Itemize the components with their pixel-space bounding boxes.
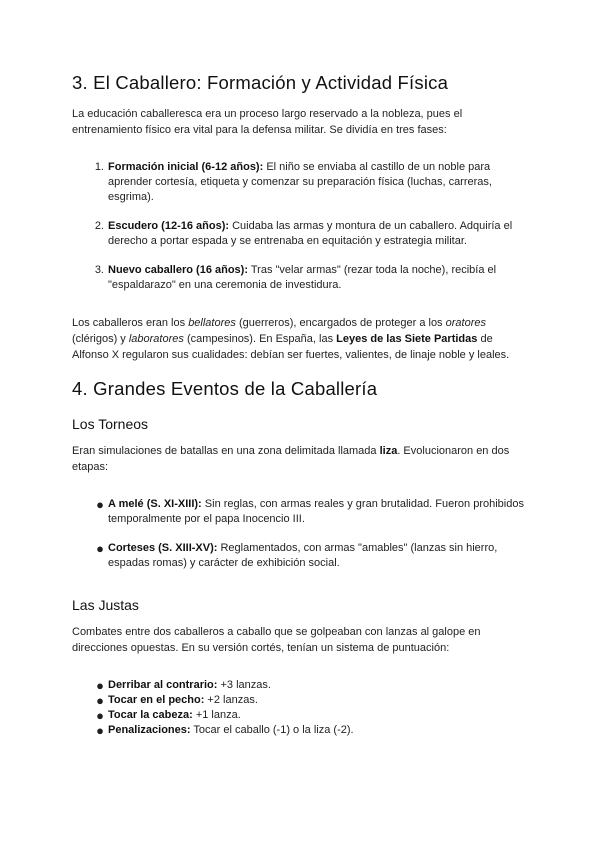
bullet: ● [96, 678, 104, 693]
list-number: 1. [94, 161, 104, 173]
justa-item [96, 693, 528, 708]
section-3-closing [72, 315, 528, 363]
justa-item [96, 723, 528, 738]
item-text: +1 lanza. [192, 709, 241, 721]
phase-text: Tras "velar armas" (rezar toda la noche), recibía el "espaldarazo" en una ceremonia de investidura. [108, 264, 497, 291]
justas-intro: Combates entre dos caballeros a caballo que se golpeaban con lanzas al galope en direcciones opuestas. En su versión cortés, tenían un sistema de puntuación: [72, 626, 481, 654]
bullet: ● [96, 541, 104, 556]
italic-term: bellatores [188, 317, 236, 329]
item-term: Derribar al contrario: [108, 679, 218, 691]
text-run: Los caballeros eran los [72, 317, 189, 329]
italic-term: laboratores [128, 333, 184, 345]
bullet: ● [96, 708, 104, 723]
justa-item [96, 678, 528, 693]
text-run: Eran simulaciones de batallas en una zona delimitada llamada [72, 445, 380, 457]
item-text: +2 lanzas. [204, 694, 258, 706]
phase-text: Cuidaba las armas y montura de un caballero. Adquiría el derecho a portar espada y se entrenaba en equitación y estrategia militar. [108, 220, 513, 247]
phase-item [94, 160, 528, 205]
bold-term: liza [379, 445, 398, 457]
phase-item [94, 219, 528, 249]
item-term: Penalizaciones: [108, 724, 191, 736]
justa-item [96, 708, 528, 723]
item-term: A melé (S. XI-XIII): [108, 498, 202, 510]
phase-item [94, 263, 528, 293]
torneo-item [96, 497, 528, 527]
list-number: 3. [94, 264, 104, 276]
item-term: Tocar la cabeza: [108, 709, 193, 721]
item-text: Sin reglas, con armas reales y gran brutalidad. Fueron prohibidos temporalmente por el papa Inocencio III. [108, 498, 524, 525]
torneo-item [96, 541, 528, 571]
item-text: +3 lanzas. [217, 679, 271, 691]
italic-term: oratores [445, 317, 486, 329]
phase-text: El niño se enviaba al castillo de un noble para aprender cortesía, etiqueta y comenzar su preparación física (luchas, carreras, esgrima). [108, 161, 492, 203]
text-run: (guerreros), encargados de proteger a los [235, 317, 446, 329]
item-term: Tocar en el pecho: [108, 694, 205, 706]
section-3-intro: La educación caballeresca era un proceso largo reservado a la nobleza, pues el entrenamiento físico era vital para la defensa militar. Se dividía en tres fases: [72, 108, 463, 136]
section-3-title: 3. El Caballero: Formación y Actividad Física [72, 72, 449, 93]
text-run: (campesinos). En España, las [183, 333, 337, 345]
item-text: Reglamentados, con armas "amables" (lanzas sin hierro, espadas romas) y carácter de exhibición social. [108, 542, 498, 569]
bullet: ● [96, 693, 104, 708]
list-number: 2. [94, 220, 104, 232]
phase-term: Escudero (12-16 años): [108, 220, 230, 232]
item-text: Tocar el caballo (-1) o la liza (-2). [190, 724, 354, 736]
section-4-title: 4. Grandes Eventos de la Caballería [72, 378, 378, 399]
phase-term: Nuevo caballero (16 años): [108, 264, 248, 276]
text-run: (clérigos) y [72, 333, 129, 345]
torneos-intro [72, 443, 528, 475]
bullet: ● [96, 497, 104, 512]
bullet: ● [96, 723, 104, 738]
justas-heading: Las Justas [72, 597, 139, 613]
torneos-heading: Los Torneos [72, 416, 149, 432]
text-run: . Evolucionaron en dos etapas: [72, 445, 510, 473]
phase-term: Formación inicial (6-12 años): [108, 161, 264, 173]
bold-term: Leyes de las Siete Partidas [336, 333, 478, 345]
text-run: de Alfonso X regularon sus cualidades: debían ser fuertes, valientes, de linaje noble y leales. [72, 333, 510, 361]
item-term: Corteses (S. XIII-XV): [108, 542, 218, 554]
